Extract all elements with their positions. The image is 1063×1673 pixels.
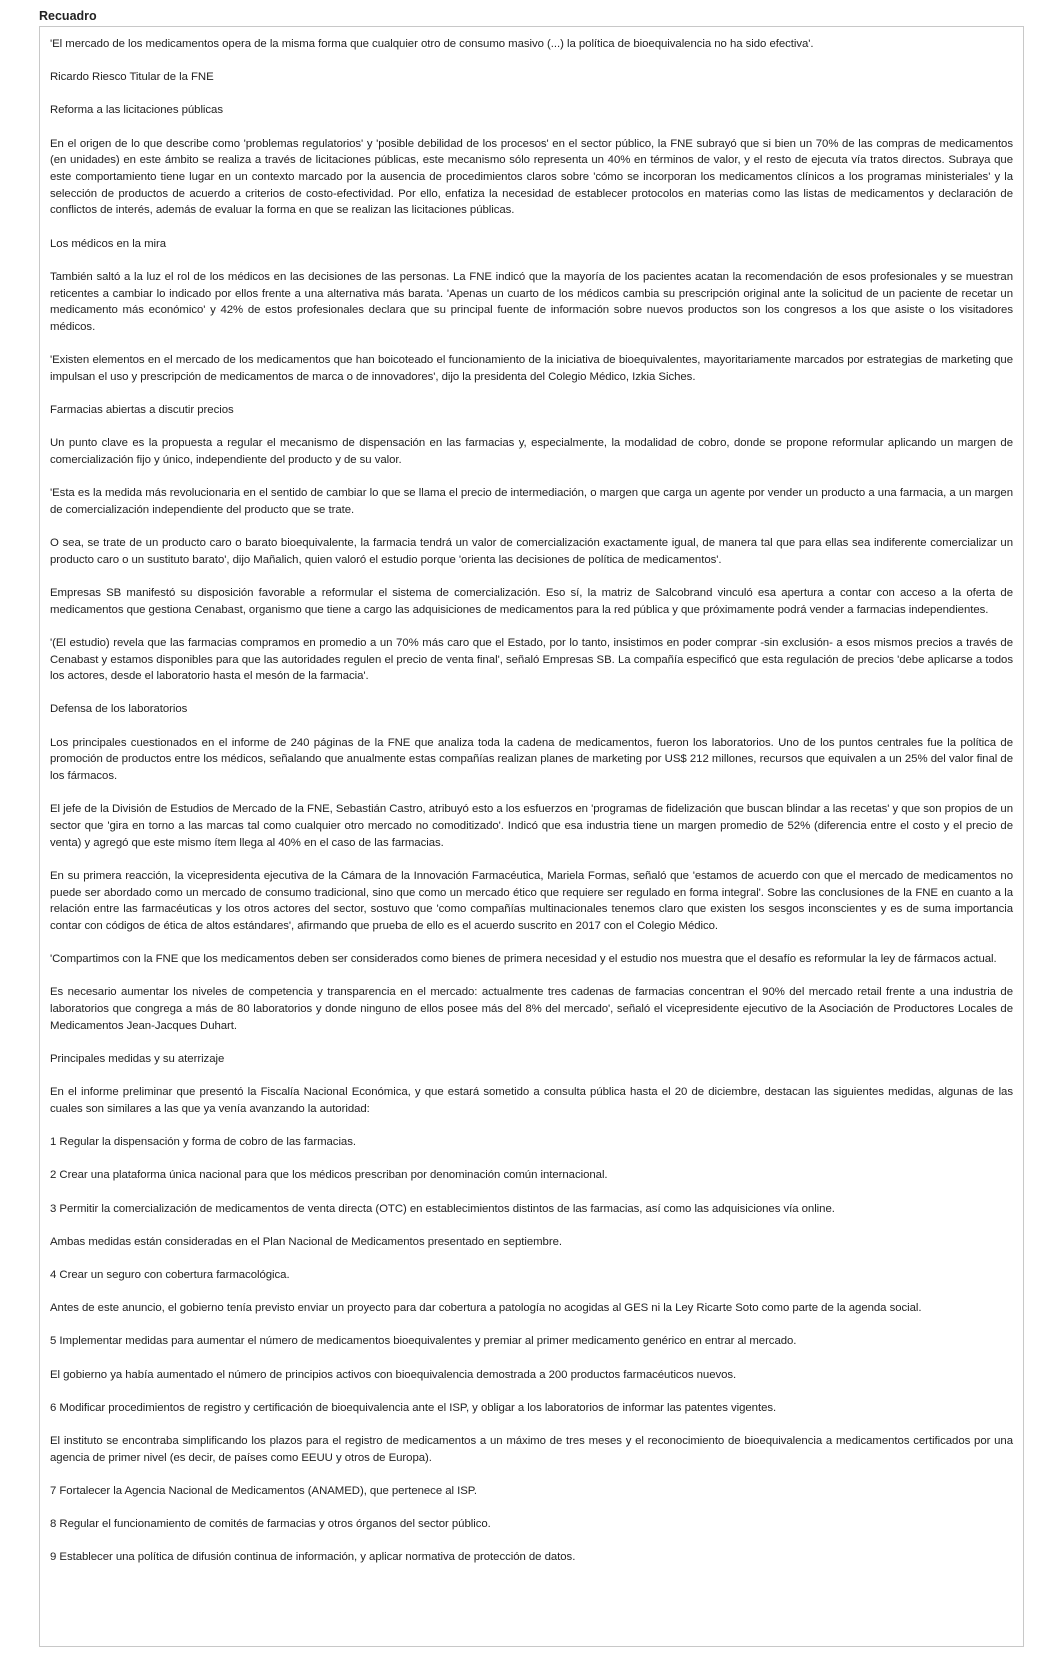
body-paragraph: El jefe de la División de Estudios de Mercado de la FNE, Sebastián Castro, atribuyó esto a los esfuerzos en 'programas de fidelización que buscan blindar a las recetas' y que son propios de un sector que 'gira en torno a las marcas tal como cualquier otro mercado no comoditizado'. Indicó que esa industria tiene un margen promedio de 52% (diferencia entre el costo y el precio de venta) y agregó que este mismo ítem llega al 40% en el caso de las farmacias. <box>50 803 1013 849</box>
attribution-line: Ricardo Riesco Titular de la FNE <box>50 71 214 84</box>
measure-item: 4 Crear un seguro con cobertura farmacológica. <box>50 1268 290 1281</box>
measure-item: 3 Permitir la comercialización de medicamentos de venta directa (OTC) en establecimientos distintos de las farmacias, así como las adquisiciones vía online. <box>50 1202 835 1215</box>
section-heading: Recuadro <box>39 9 97 23</box>
body-paragraph: Empresas SB manifestó su disposición favorable a reformular el sistema de comercialización. Eso sí, la matriz de Salcobrand vinculó esa apertura a contar con acceso a la oferta de medicamentos que gestiona Cenabast, organismo que tiene a cargo las adquisiciones de medicamentos para la red pública y que próximamente podrá vender a farmacias independientes. <box>50 586 1013 616</box>
body-paragraph: '(El estudio) revela que las farmacias compramos en promedio a un 70% más caro que el Estado, por lo tanto, insistimos en poder comprar -sin exclusión- a esos mismos precios a través de Cenabast y estamos disponibles para que las autoridades regulen el precio de venta final', señaló Empresas SB. La compañía especificó que esta regulación de precios 'debe aplicarse a todos los actores, desde el laboratorio hasta el mesón de la farmacia'. <box>50 636 1013 683</box>
body-paragraph: El gobierno ya había aumentado el número de principios activos con bioequivalencia demostrada a 200 productos farmacéuticos nuevos. <box>50 1368 737 1381</box>
body-paragraph: Antes de este anuncio, el gobierno tenía previsto enviar un proyecto para dar cobertura a patología no acogidas al GES ni la Ley Ricarte Soto como parte de la agenda social. <box>50 1302 922 1315</box>
measure-item: 2 Crear una plataforma única nacional para que los médicos prescriban por denominación común internacional. <box>50 1169 608 1182</box>
measure-item: 7 Fortalecer la Agencia Nacional de Medicamentos (ANAMED), que pertenece al ISP. <box>50 1484 477 1497</box>
quote-paragraph: 'El mercado de los medicamentos opera de la misma forma que cualquier otro de consumo masivo (...) la política de bioequivalencia no ha sido efectiva'. <box>50 38 814 50</box>
body-paragraph: Los principales cuestionados en el informe de 240 páginas de la FNE que analiza toda la cadena de medicamentos, fueron los laboratorios. Uno de los puntos centrales fue la política de promoción de productos entre los médicos, señalando que anualmente estas compañías realizan planes de marketing por US$ 212 millones, recursos que equivalen a un 25% del valor final de los fármacos. <box>50 736 1013 783</box>
subheading-licitaciones: Reforma a las licitaciones públicas <box>50 104 223 117</box>
body-paragraph: 'Existen elementos en el mercado de los medicamentos que han boicoteado el funcionamiento de la iniciativa de bioequivalentes, mayoritariamente marcados por estrategias de marketing que impulsan el uso y prescripción de medicamentos de marca o de innovadores', dijo la presidenta del Colegio Médico, Izkia Siches. <box>50 354 1013 383</box>
subheading-farmacias: Farmacias abiertas a discutir precios <box>50 404 234 417</box>
body-paragraph: O sea, se trate de un producto caro o barato bioequivalente, la farmacia tendrá un valor de comercialización exactamente igual, de manera tal que para ellas sea indiferente comercializar un producto caro o un sustituto barato', dijo Mañalich, quien valoró el estudio porque 'orienta las decisiones de política de medicamentos'. <box>50 537 1013 566</box>
body-paragraph: El instituto se encontraba simplificando los plazos para el registro de medicamentos a un máximo de tres meses y el reconocimiento de bioequivalencia a medicamentos certificados por una agencia de primer nivel (es decir, de países como EEUU y otros de Europa). <box>50 1434 1013 1464</box>
measure-item: 8 Regular el funcionamiento de comités de farmacias y otros órganos del sector público. <box>50 1518 491 1531</box>
measure-item: 9 Establecer una política de difusión continua de información, y aplicar normativa de protección de datos. <box>50 1551 576 1564</box>
body-paragraph: Es necesario aumentar los niveles de competencia y transparencia en el mercado: actualmente tres cadenas de farmacias concentran el 90% del mercado retail frente a una industria de laboratorios que congrega a más de 80 laboratorios y donde ninguno de ellos posee más del 8% del mercado', señaló el vicepresidente ejecutivo de la Asociación de Productores Locales de Medicamentos Jean-Jacques Duhart. <box>50 986 1013 1032</box>
body-paragraph: En el informe preliminar que presentó la Fiscalía Nacional Económica, y que estará sometido a consulta pública hasta el 20 de diciembre, destacan las siguientes medidas, algunas de las cuales son similares a las que ya venía avanzando la autoridad: <box>50 1086 1013 1115</box>
body-paragraph: Ambas medidas están consideradas en el Plan Nacional de Medicamentos presentado en septiembre. <box>50 1235 562 1248</box>
measure-item: 1 Regular la dispensación y forma de cobro de las farmacias. <box>50 1136 356 1149</box>
body-paragraph: 'Compartimos con la FNE que los medicamentos deben ser considerados como bienes de primera necesidad y el estudio nos muestra que el desafío es reformular la ley de fármacos actual. <box>50 953 997 966</box>
body-paragraph: También saltó a la luz el rol de los médicos en las decisiones de las personas. La FNE indicó que la mayoría de los pacientes acatan la recomendación de esos profesionales y se muestran reticentes a cambiar lo indicado por ellos frente a una alternativa más barata. 'Apenas un cuarto de los médicos cambia su prescripción original ante la solicitud de un paciente de recetar un medicamento más económico' y 42% de estos profesionales declara que su principal fuente de información sobre nuevos productos son los congresos a los que asiste o los visitadores médicos. <box>50 270 1013 333</box>
recuadro-box <box>39 26 1024 1647</box>
body-paragraph: En su primera reacción, la vicepresidenta ejecutiva de la Cámara de la Innovación Farmacéutica, Mariela Formas, señaló que 'estamos de acuerdo con que el mercado de medicamentos no puede ser abordado como un mercado de consumo tradicional, sino que como un mercado ético que requiere ser regulado en forma integral'. Sobre las conclusiones de la FNE en cuanto a la relación entre las farmacéuticas y los otros actores del sector, sostuvo que 'como compañías multinacionales tenemos claro que existen los sesgos inconscientes y es de suma importancia contar con códigos de ética de altos estándares', afirmando que prueba de ello es el acuerdo suscrito en 2017 con el Colegio Médico. <box>50 869 1013 933</box>
body-paragraph: 'Esta es la medida más revolucionaria en el sentido de cambiar lo que se llama el precio de intermediación, o margen que carga un agente por vender un producto a una farmacia, a un margen de comercialización independiente del producto que se trate. <box>50 487 1013 516</box>
measure-item: 5 Implementar medidas para aumentar el número de medicamentos bioequivalentes y premiar al primer medicamento genérico en entrar al mercado. <box>50 1335 797 1348</box>
subheading-laboratorios: Defensa de los laboratorios <box>50 703 188 716</box>
subheading-medicos: Los médicos en la mira <box>50 237 167 250</box>
subheading-medidas: Principales medidas y su aterrizaje <box>50 1053 225 1066</box>
body-paragraph: Un punto clave es la propuesta a regular el mecanismo de dispensación en las farmacias y, especialmente, la modalidad de cobro, donde se propone reformular aplicando un margen de comercialización fijo y único, independiente del producto y de su valor. <box>50 437 1013 466</box>
measure-item: 6 Modificar procedimientos de registro y certificación de bioequivalencia ante el ISP, y obligar a los laboratorios de informar las patentes vigentes. <box>50 1401 777 1414</box>
body-paragraph: En el origen de lo que describe como 'problemas regulatorios' y 'posible debilidad de los procesos' en el sector público, la FNE subrayó que si bien un 70% de las compras de medicamentos (en unidades) en este ámbito se realiza a través de licitaciones públicas, este mecanismo sólo representa un 40% en términos de valor, y el resto de ejecuta vía tratos directos. Subraya que este comportamiento tiene lugar en un contexto marcado por la ausencia de procedimientos claros sobre 'cómo se incorporan los medicamentos clínicos a los programas ministeriales' y la selección de productos de acuerdo a criterios de costo-efectividad. Por ello, enfatiza la necesidad de establecer protocolos en materias como las listas de medicamentos y declaración de conflictos de interés, además de evaluar la forma en que se realizan las licitaciones públicas. <box>50 137 1013 217</box>
